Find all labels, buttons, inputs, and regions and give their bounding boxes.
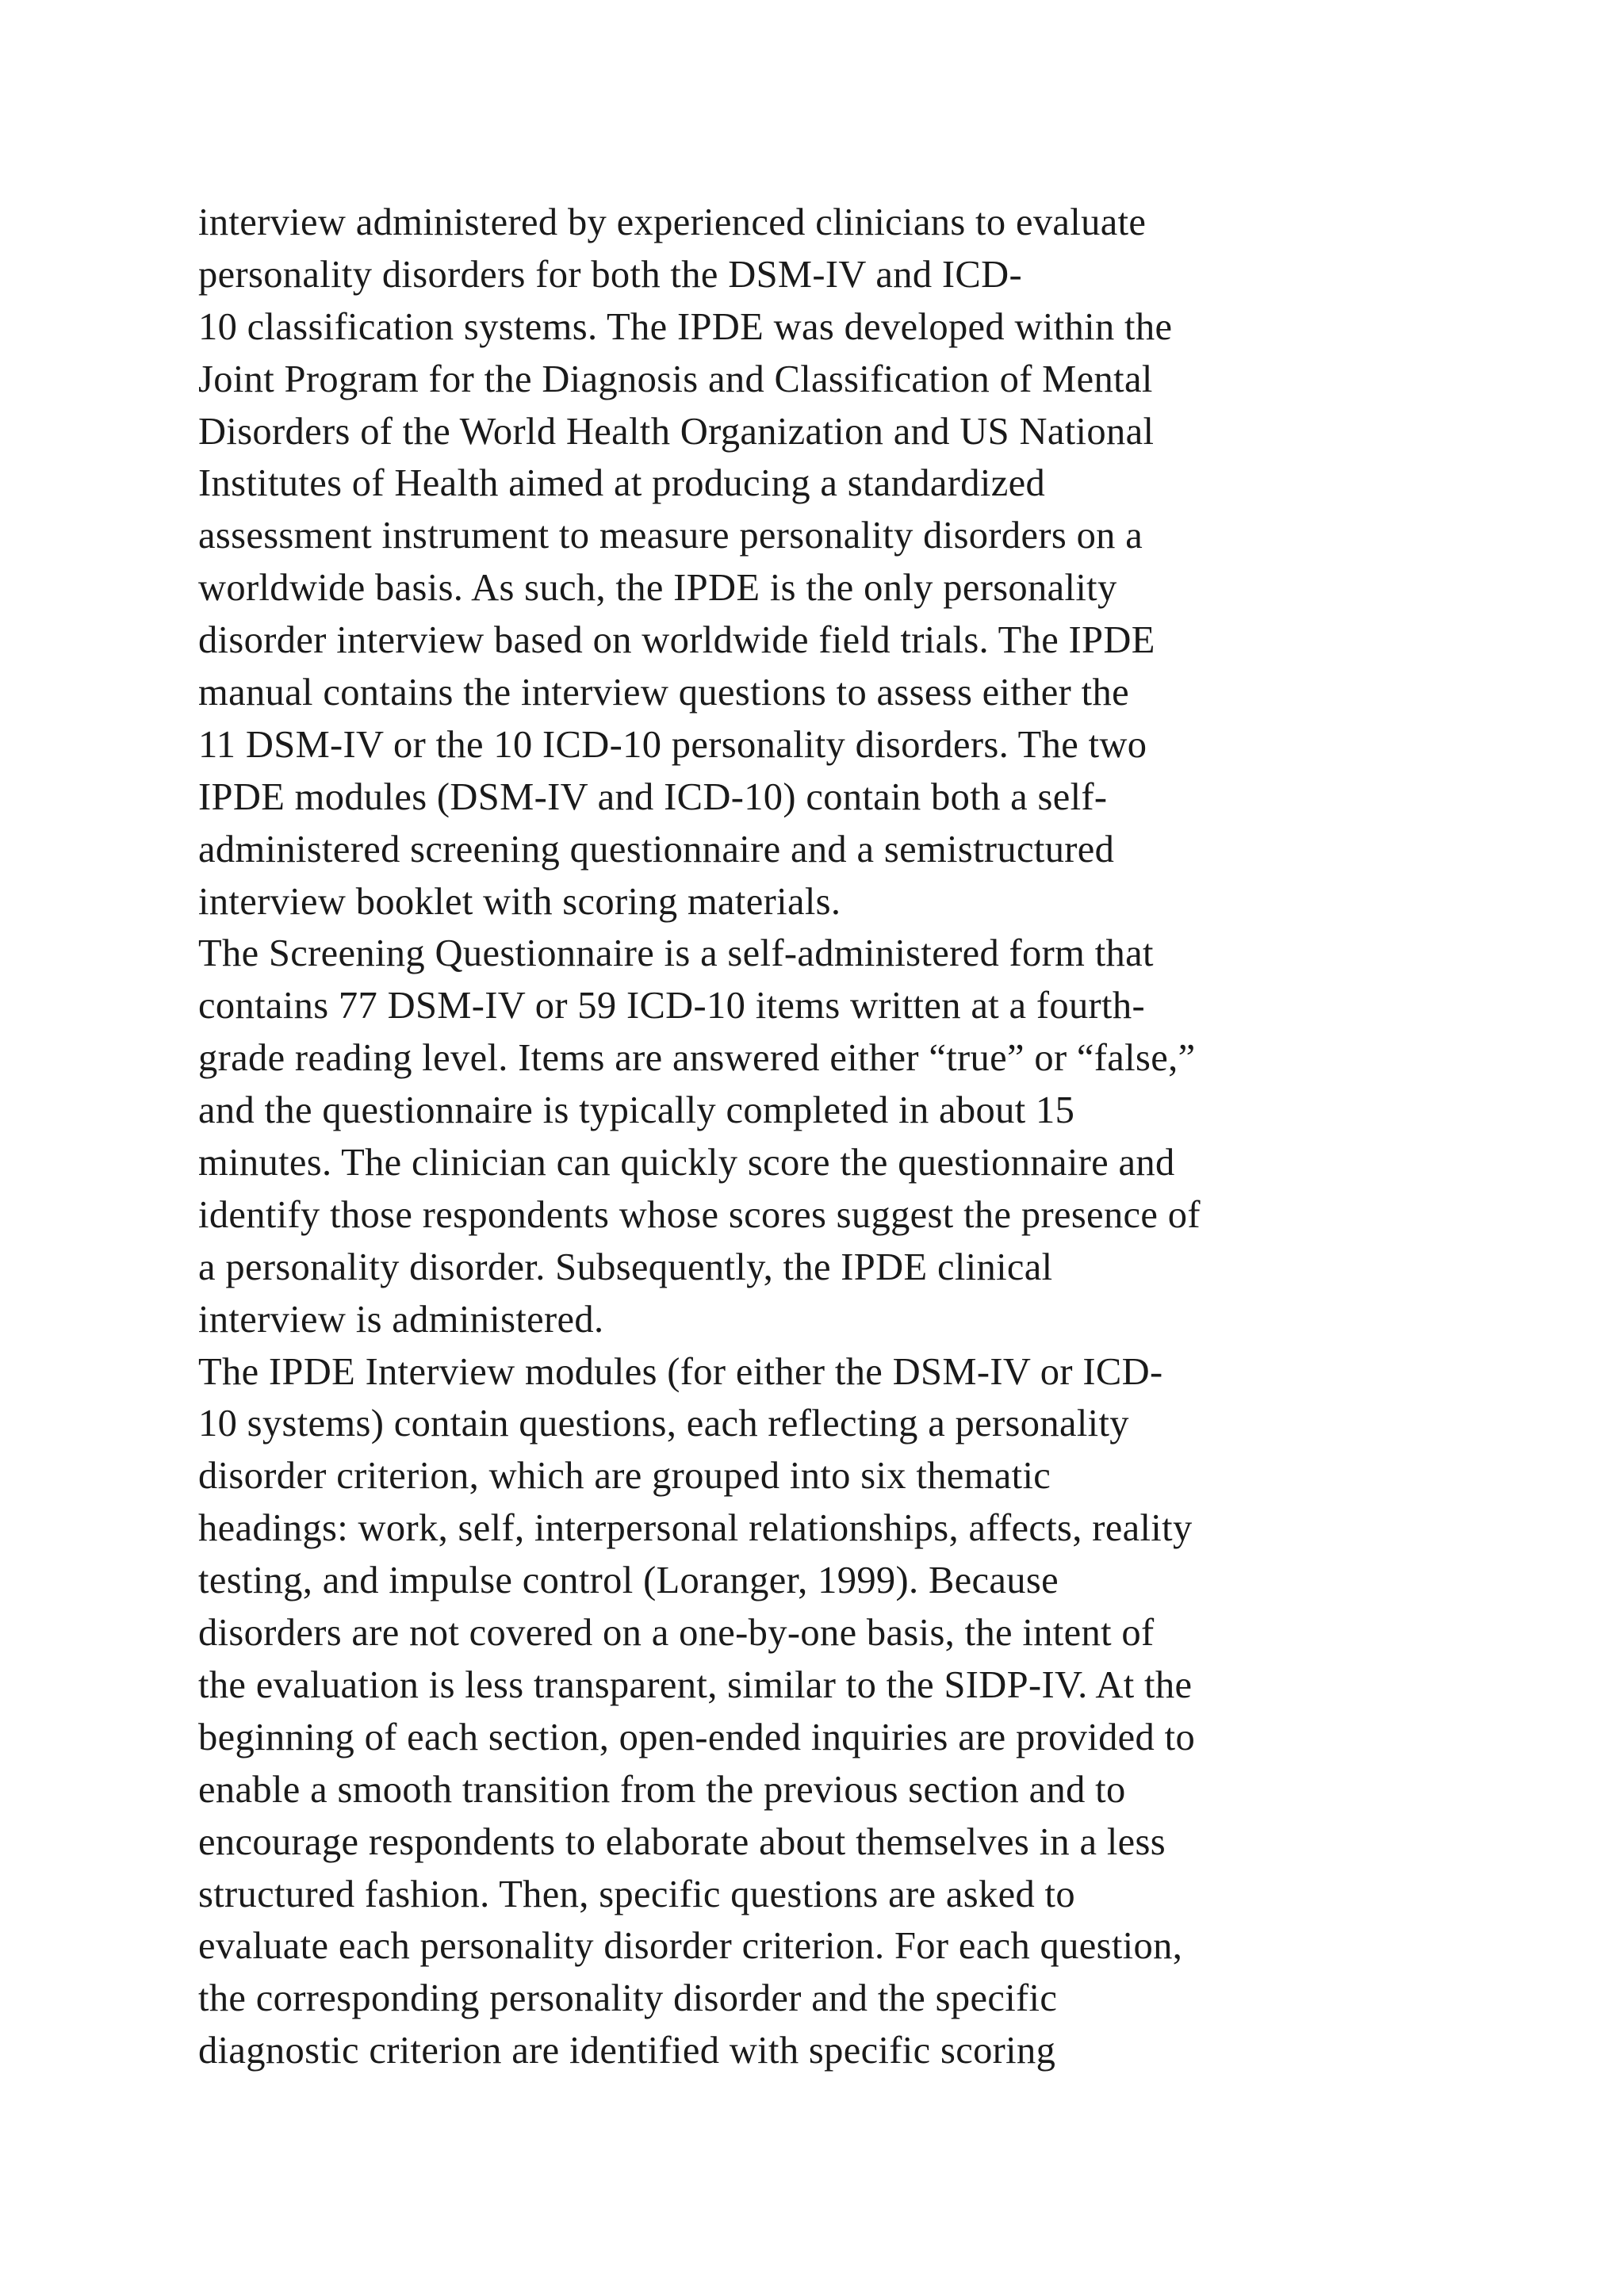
text-line: disorder interview based on worldwide field trials. The IPDE: [198, 619, 1155, 662]
text-line: enable a smooth transition from the previous section and to: [198, 1768, 1126, 1811]
text-line: the corresponding personality disorder and the specific: [198, 1977, 1058, 2020]
text-line: grade reading level. Items are answered either “true” or “false,”: [198, 1037, 1196, 1080]
text-line: Joint Program for the Diagnosis and Classification of Mental: [198, 358, 1153, 400]
text-line: interview administered by experienced clinicians to evaluate: [198, 201, 1147, 243]
text-line: The Screening Questionnaire is a self-administered form that: [198, 932, 1154, 975]
text-line: evaluate each personality disorder criterion. For each question,: [198, 1925, 1183, 1968]
text-line: assessment instrument to measure personality disorders on a: [198, 515, 1143, 557]
text-line: the evaluation is less transparent, similar to the SIDP-IV. At the: [198, 1663, 1193, 1706]
text-line: Institutes of Health aimed at producing a standardized: [198, 462, 1046, 505]
text-line: 10 systems) contain questions, each reflecting a personality: [198, 1402, 1129, 1445]
text-line: encourage respondents to elaborate about themselves in a less: [198, 1820, 1166, 1863]
text-line: worldwide basis. As such, the IPDE is the only personality: [198, 567, 1117, 610]
text-line: disorder criterion, which are grouped into six thematic: [198, 1455, 1051, 1498]
text-line: 10 classification systems. The IPDE was developed within the: [198, 305, 1173, 348]
text-line: identify those respondents whose scores suggest the presence of: [198, 1193, 1201, 1236]
text-line: administered screening questionnaire and a semistructured: [198, 828, 1115, 871]
text-line: structured fashion. Then, specific questions are asked to: [198, 1873, 1075, 1915]
text-line: The IPDE Interview modules (for either the DSM-IV or ICD-: [198, 1350, 1163, 1393]
text-line: interview booklet with scoring materials.: [198, 880, 841, 923]
text-line: contains 77 DSM-IV or 59 ICD-10 items written at a fourth-: [198, 985, 1145, 1027]
text-line: disorders are not covered on a one-by-one basis, the intent of: [198, 1612, 1155, 1655]
text-line: a personality disorder. Subsequently, the IPDE clinical: [198, 1246, 1053, 1288]
body-text: [198, 197, 1467, 2077]
text-line: Disorders of the World Health Organization and US National: [198, 410, 1155, 453]
text-line: headings: work, self, interpersonal relationships, affects, reality: [198, 1507, 1193, 1550]
text-line: and the questionnaire is typically completed in about 15: [198, 1089, 1075, 1132]
text-line: beginning of each section, open-ended inquiries are provided to: [198, 1716, 1196, 1758]
text-line: testing, and impulse control (Loranger, 1999). Because: [198, 1559, 1059, 1602]
text-line: 11 DSM-IV or the 10 ICD-10 personality disorders. The two: [198, 723, 1147, 766]
text-line: diagnostic criterion are identified with specific scoring: [198, 2030, 1056, 2072]
text-line: interview is administered.: [198, 1298, 604, 1341]
text-line: manual contains the interview questions to assess either the: [198, 672, 1129, 714]
text-line: minutes. The clinician can quickly score the questionnaire and: [198, 1142, 1175, 1184]
text-line: personality disorders for both the DSM-IV and ICD-: [198, 253, 1022, 296]
text-line: IPDE modules (DSM-IV and ICD-10) contain both a self-: [198, 775, 1108, 818]
